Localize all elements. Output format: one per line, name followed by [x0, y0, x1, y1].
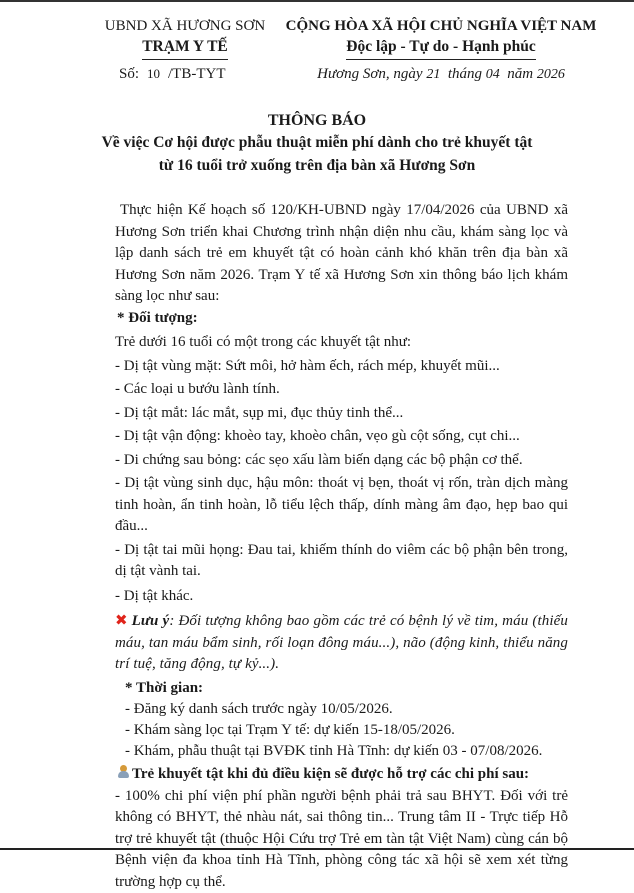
document-body [115, 200, 568, 893]
x-mark-icon: ✖ [115, 611, 128, 629]
note-text: : Đối tượng không bao gồm các trẻ có bệnh lý về tim, máu (thiếu máu, tan máu bẩm sinh, rối loạn đông máu...), não (động kinh, thiểu năng trí tuệ, tăng động, tự kỷ...). [115, 613, 568, 672]
document-number [95, 62, 275, 86]
target-item: - Dị tật mắt: lác mắt, sụp mi, đục thủy tinh thể... [115, 402, 568, 426]
target-heading: * Đối tượng: [115, 308, 568, 330]
target-item: - Dị tật vùng mặt: Sứt môi, hở hàm ếch, rách mép, khuyết mũi... [115, 355, 568, 379]
target-item: - Di chứng sau bỏng: các sẹo xấu làm biến dạng các bộ phận cơ thể. [115, 449, 568, 473]
schedule-item: - Khám sàng lọc tại Trạm Y tế: dự kiến 15-18/05/2026. [125, 720, 568, 741]
month: 04 [486, 67, 500, 82]
schedule-item: - Đăng ký danh sách trước ngày 10/05/2026. [125, 699, 568, 720]
number-value: 10 [147, 66, 160, 81]
target-item: - Dị tật vùng sinh dục, hậu môn: thoát vị bẹn, thoát vị rốn, tràn dịch màng tinh hoàn, ẩn tinh hoàn, lỗ tiểu lệch thấp, dính màng âm đạo, hẹp bao qui đầu... [115, 473, 568, 538]
note-paragraph [115, 610, 568, 676]
header-left [95, 16, 275, 86]
place-date-prefix: Hương Sơn, ngày [317, 66, 422, 82]
agency-name: UBND XÃ HƯƠNG SƠN [95, 16, 275, 36]
day: 21 [426, 67, 440, 82]
schedule-item: - Khám, phẫu thuật tại BVĐK tỉnh Hà Tĩnh: dự kiến 03 - 07/08/2026. [125, 741, 568, 762]
target-item: - Dị tật khác. [115, 585, 568, 609]
target-item: - Các loại u bướu lành tính. [115, 378, 568, 402]
support-heading [115, 764, 568, 786]
subject-line-1: Về việc Cơ hội được phẫu thuật miễn phí dành cho trẻ khuyết tật [0, 134, 634, 152]
year: 2026 [537, 67, 565, 82]
target-item: - Dị tật vận động: khoèo tay, khoèo chân, vẹo gù cột sống, cụt chi... [115, 425, 568, 449]
note-label: Lưu ý [132, 613, 170, 629]
month-label: tháng [448, 66, 482, 82]
place-date [282, 62, 600, 87]
nation-title: CỘNG HÒA XÃ HỘI CHỦ NGHĨA VIỆT NAM [282, 16, 600, 36]
number-label: Số: [119, 66, 139, 82]
schedule-section [115, 678, 568, 763]
year-label: năm [507, 66, 533, 82]
header-right [282, 16, 600, 87]
person-support-icon [117, 765, 130, 779]
target-lead: Trẻ dưới 16 tuổi có một trong các khuyết tật như: [115, 331, 568, 355]
document-title: THÔNG BÁO [0, 112, 634, 130]
top-border [0, 0, 634, 2]
office-name: TRẠM Y TẾ [142, 36, 228, 60]
schedule-heading: * Thời gian: [125, 678, 568, 700]
number-suffix: /TB-TYT [168, 66, 226, 82]
national-motto: Độc lập - Tự do - Hạnh phúc [346, 36, 535, 60]
intro-paragraph: Thực hiện Kế hoạch số 120/KH-UBND ngày 17/04/2026 của UBND xã Hương Sơn triển khai Chương trình nhận diện nhu cầu, khám sàng lọc và lập danh sách trẻ em khuyết tật có hoàn cảnh khó khăn trên địa bàn xã Hương Sơn năm 2026. Trạm Y tế xã Hương Sơn xin thông báo lịch khám sàng lọc như sau: [115, 200, 568, 308]
subject-line-2: từ 16 tuổi trở xuống trên địa bàn xã Hương Sơn [0, 157, 634, 175]
support-heading-text: Trẻ khuyết tật khi đủ điều kiện sẽ được hỗ trợ các chi phí sau: [132, 766, 529, 782]
support-paragraph: - 100% chi phí viện phí phần người bệnh phải trả sau BHYT. Đối với trẻ không có BHYT, thẻ nhàu nát, sai thông tin... Trung tâm II - Trực tiếp Hỗ trợ trẻ khuyết tật (thuộc Hội Cứu trợ Trẻ em tàn tật Việt Nam) cùng cán bộ Bệnh viện đa khoa tỉnh Hà Tĩnh, phòng công tác xã hội sẽ xem xét từng trường hợp cụ thể. [115, 786, 568, 893]
target-item: - Dị tật tai mũi họng: Đau tai, khiếm thính do viêm các bộ phận bên trong, dị tật vành tai. [115, 540, 568, 583]
